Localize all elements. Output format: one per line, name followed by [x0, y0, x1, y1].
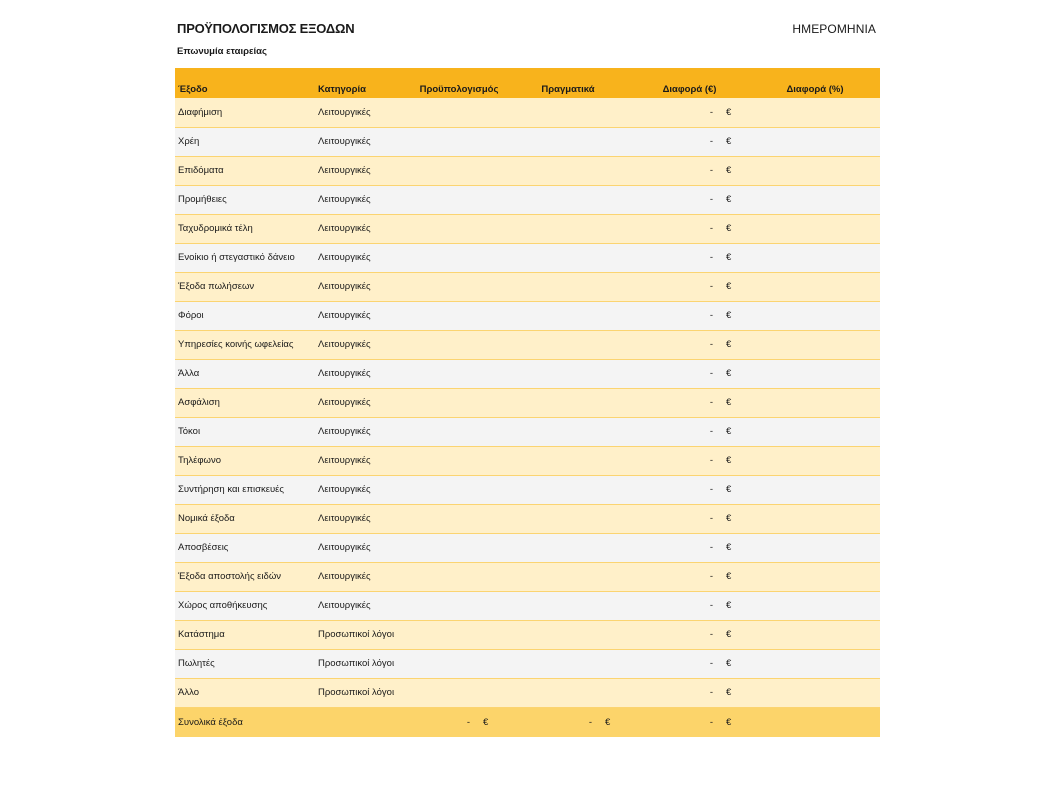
- budget-currency-cell: [477, 98, 507, 127]
- actual-cell[interactable]: [507, 678, 599, 707]
- diff-eur-currency: €: [726, 165, 732, 176]
- table-row: [175, 243, 880, 272]
- diff-eur-cell[interactable]: -: [709, 194, 713, 205]
- category-cell[interactable]: Προσωπικοί λόγοι: [318, 687, 395, 698]
- table-row: [175, 649, 880, 678]
- budget-cell[interactable]: [411, 446, 477, 475]
- category-cell[interactable]: Λειτουργικές: [318, 426, 371, 437]
- diff-eur-currency: €: [726, 223, 732, 234]
- diff-pct-cell[interactable]: [750, 98, 880, 127]
- column-header-expense[interactable]: Έξοδο: [178, 84, 208, 95]
- table-row: [175, 620, 880, 649]
- actual-cell[interactable]: [507, 330, 599, 359]
- column-header-diff-pct[interactable]: Διαφορά (%): [786, 84, 844, 95]
- table-row: [175, 272, 880, 301]
- diff-pct-cell[interactable]: [750, 533, 880, 562]
- diff-eur-cell[interactable]: -: [709, 281, 713, 292]
- table-header-row: [175, 68, 880, 98]
- budget-cell[interactable]: [411, 620, 477, 649]
- expense-cell[interactable]: Άλλα: [178, 368, 200, 379]
- actual-currency-cell: [599, 359, 629, 388]
- column-header-budget[interactable]: Προϋπολογισμός: [419, 84, 499, 95]
- diff-eur-cell[interactable]: -: [709, 455, 713, 466]
- totals-label[interactable]: Συνολικά έξοδα: [178, 716, 243, 728]
- column-header-actual[interactable]: Πραγματικά: [541, 84, 595, 95]
- expense-cell[interactable]: Κατάστημα: [178, 629, 225, 640]
- budget-cell[interactable]: [411, 388, 477, 417]
- diff-pct-cell[interactable]: [750, 214, 880, 243]
- diff-pct-cell[interactable]: [750, 272, 880, 301]
- diff-pct-cell[interactable]: [750, 127, 880, 156]
- budget-cell[interactable]: [411, 475, 477, 504]
- budget-cell[interactable]: [411, 301, 477, 330]
- totals-diff-currency: €: [726, 716, 732, 728]
- totals-row: [175, 707, 880, 737]
- category-cell[interactable]: Λειτουργικές: [318, 106, 371, 118]
- budget-cell[interactable]: [411, 156, 477, 185]
- budget-currency-cell: [477, 620, 507, 649]
- actual-cell[interactable]: [507, 649, 599, 678]
- table-row: [175, 417, 880, 446]
- company-name-label[interactable]: Επωνυμία εταιρείας: [177, 46, 267, 57]
- actual-currency-cell: [599, 185, 629, 214]
- actual-cell[interactable]: [507, 272, 599, 301]
- diff-eur-currency: €: [726, 397, 732, 408]
- expense-cell[interactable]: Ταχυδρομικά τέλη: [178, 223, 253, 234]
- category-cell[interactable]: Λειτουργικές: [318, 339, 371, 350]
- budget-cell[interactable]: [411, 127, 477, 156]
- category-cell[interactable]: Προσωπικοί λόγοι: [318, 658, 395, 669]
- budget-cell[interactable]: [411, 591, 477, 620]
- category-cell[interactable]: Λειτουργικές: [318, 252, 371, 263]
- expense-cell[interactable]: Ασφάλιση: [178, 397, 220, 408]
- budget-cell[interactable]: [411, 330, 477, 359]
- diff-eur-currency: €: [726, 484, 732, 495]
- table-row: [175, 678, 880, 707]
- totals-diff-pct-cell[interactable]: [750, 707, 880, 737]
- actual-cell[interactable]: [507, 562, 599, 591]
- actual-currency-cell: [599, 446, 629, 475]
- table-row: [175, 214, 880, 243]
- column-header-category[interactable]: Κατηγορία: [318, 84, 366, 95]
- category-cell[interactable]: Λειτουργικές: [318, 600, 371, 611]
- diff-eur-currency: €: [726, 600, 732, 611]
- category-cell[interactable]: Λειτουργικές: [318, 310, 371, 321]
- expense-cell[interactable]: Φόροι: [178, 310, 204, 321]
- expense-cell[interactable]: Αποσβέσεις: [178, 542, 229, 553]
- actual-cell[interactable]: [507, 388, 599, 417]
- table-row: [175, 359, 880, 388]
- category-cell[interactable]: Λειτουργικές: [318, 223, 371, 234]
- diff-pct-cell[interactable]: [750, 301, 880, 330]
- diff-pct-cell[interactable]: [750, 446, 880, 475]
- expense-cell[interactable]: Τηλέφωνο: [178, 455, 221, 466]
- diff-eur-cell[interactable]: -: [709, 252, 713, 263]
- actual-cell[interactable]: [507, 446, 599, 475]
- diff-eur-currency: €: [726, 426, 732, 437]
- diff-eur-currency: €: [726, 542, 732, 553]
- diff-eur-currency: €: [726, 629, 732, 640]
- totals-category-cell[interactable]: [315, 707, 411, 737]
- expense-cell[interactable]: Προμήθειες: [178, 194, 227, 205]
- budget-currency-cell: [477, 127, 507, 156]
- actual-currency-cell: [599, 678, 629, 707]
- diff-pct-cell[interactable]: [750, 330, 880, 359]
- table-row: [175, 156, 880, 185]
- diff-eur-currency: €: [726, 106, 732, 118]
- totals-budget-currency: €: [483, 716, 489, 728]
- table-row: [175, 185, 880, 214]
- diff-pct-cell[interactable]: [750, 475, 880, 504]
- date-label[interactable]: ΗΜΕΡΟΜΗΝΙΑ: [792, 22, 876, 36]
- actual-currency-cell: [599, 127, 629, 156]
- diff-pct-cell[interactable]: [750, 562, 880, 591]
- category-cell[interactable]: Λειτουργικές: [318, 397, 371, 408]
- diff-eur-cell[interactable]: -: [709, 310, 713, 321]
- actual-cell[interactable]: [507, 185, 599, 214]
- category-cell[interactable]: Λειτουργικές: [318, 136, 371, 147]
- category-cell[interactable]: Λειτουργικές: [318, 513, 371, 524]
- totals-actual-currency: €: [605, 716, 611, 728]
- diff-pct-cell[interactable]: [750, 620, 880, 649]
- actual-currency-cell: [599, 330, 629, 359]
- actual-cell[interactable]: [507, 620, 599, 649]
- actual-currency-cell: [599, 475, 629, 504]
- actual-currency-cell: [599, 504, 629, 533]
- diff-eur-currency: €: [726, 310, 732, 321]
- diff-pct-cell[interactable]: [750, 156, 880, 185]
- diff-pct-cell[interactable]: [750, 591, 880, 620]
- table-row: [175, 446, 880, 475]
- actual-currency-cell: [599, 301, 629, 330]
- diff-eur-cell[interactable]: -: [709, 658, 713, 669]
- diff-pct-cell[interactable]: [750, 388, 880, 417]
- diff-pct-cell[interactable]: [750, 243, 880, 272]
- budget-currency-cell: [477, 243, 507, 272]
- table-row: [175, 330, 880, 359]
- diff-eur-currency: €: [726, 571, 732, 582]
- diff-eur-currency: €: [726, 513, 732, 524]
- actual-currency-cell: [599, 388, 629, 417]
- budget-currency-cell: [477, 185, 507, 214]
- actual-cell[interactable]: [507, 504, 599, 533]
- diff-eur-cell[interactable]: -: [709, 339, 713, 350]
- expense-cell[interactable]: Τόκοι: [178, 426, 201, 437]
- actual-currency-cell: [599, 562, 629, 591]
- actual-currency-cell: [599, 649, 629, 678]
- budget-cell[interactable]: [411, 185, 477, 214]
- category-cell[interactable]: Προσωπικοί λόγοι: [318, 629, 395, 640]
- category-cell[interactable]: Λειτουργικές: [318, 571, 371, 582]
- table-row: [175, 127, 880, 156]
- budget-currency-cell: [477, 417, 507, 446]
- table-row: [175, 504, 880, 533]
- diff-eur-currency: €: [726, 136, 732, 147]
- budget-currency-cell: [477, 156, 507, 185]
- diff-eur-cell[interactable]: -: [709, 397, 713, 408]
- expense-cell[interactable]: Επιδόματα: [178, 165, 224, 176]
- totals-diff-dash[interactable]: -: [709, 716, 713, 728]
- budget-currency-cell: [477, 359, 507, 388]
- table-row: [175, 591, 880, 620]
- budget-cell[interactable]: [411, 272, 477, 301]
- expense-cell[interactable]: Ενοίκιο ή στεγαστικό δάνειο: [178, 252, 295, 263]
- diff-eur-cell[interactable]: -: [709, 136, 713, 147]
- budget-currency-cell: [477, 214, 507, 243]
- expense-cell[interactable]: Διαφήμιση: [178, 106, 223, 118]
- expense-cell[interactable]: Υπηρεσίες κοινής ωφελείας: [178, 339, 294, 350]
- diff-eur-cell[interactable]: -: [709, 629, 713, 640]
- diff-eur-cell[interactable]: -: [709, 600, 713, 611]
- actual-cell[interactable]: [507, 156, 599, 185]
- actual-cell[interactable]: [507, 127, 599, 156]
- budget-currency-cell: [477, 388, 507, 417]
- actual-currency-cell: [599, 417, 629, 446]
- diff-eur-cell[interactable]: -: [709, 223, 713, 234]
- totals-budget-dash[interactable]: -: [466, 716, 470, 728]
- diff-eur-cell[interactable]: -: [709, 484, 713, 495]
- column-header-diff-eur[interactable]: Διαφορά (€): [662, 84, 717, 95]
- actual-cell[interactable]: [507, 417, 599, 446]
- budget-cell[interactable]: [411, 504, 477, 533]
- diff-eur-cell[interactable]: -: [709, 106, 713, 118]
- table-row: [175, 98, 880, 127]
- category-cell[interactable]: Λειτουργικές: [318, 455, 371, 466]
- actual-currency-cell: [599, 98, 629, 127]
- actual-currency-cell: [599, 620, 629, 649]
- budget-cell[interactable]: [411, 678, 477, 707]
- diff-eur-cell[interactable]: -: [709, 513, 713, 524]
- actual-cell[interactable]: [507, 301, 599, 330]
- category-cell[interactable]: Λειτουργικές: [318, 368, 371, 379]
- budget-currency-cell: [477, 591, 507, 620]
- table-row: [175, 388, 880, 417]
- expense-cell[interactable]: Πωλητές: [178, 658, 215, 669]
- budget-cell[interactable]: [411, 649, 477, 678]
- actual-currency-cell: [599, 243, 629, 272]
- diff-eur-currency: €: [726, 281, 732, 292]
- budget-currency-cell: [477, 330, 507, 359]
- diff-pct-cell[interactable]: [750, 185, 880, 214]
- diff-eur-currency: €: [726, 194, 732, 205]
- actual-cell[interactable]: [507, 533, 599, 562]
- diff-pct-cell[interactable]: [750, 504, 880, 533]
- budget-cell[interactable]: [411, 98, 477, 127]
- diff-pct-cell[interactable]: [750, 649, 880, 678]
- budget-currency-cell: [477, 649, 507, 678]
- actual-cell[interactable]: [507, 591, 599, 620]
- budget-cell[interactable]: [411, 243, 477, 272]
- expense-cell[interactable]: Χώρος αποθήκευσης: [178, 600, 268, 611]
- diff-eur-currency: €: [726, 455, 732, 466]
- diff-eur-cell[interactable]: -: [709, 542, 713, 553]
- table-body: [175, 98, 880, 707]
- actual-currency-cell: [599, 214, 629, 243]
- actual-cell[interactable]: [507, 214, 599, 243]
- diff-eur-cell[interactable]: -: [709, 571, 713, 582]
- diff-eur-cell[interactable]: -: [709, 426, 713, 437]
- category-cell[interactable]: Λειτουργικές: [318, 484, 371, 495]
- expense-cell[interactable]: Άλλο: [178, 687, 199, 698]
- budget-currency-cell: [477, 533, 507, 562]
- actual-cell[interactable]: [507, 98, 599, 127]
- expense-cell[interactable]: Έξοδα πωλήσεων: [178, 281, 255, 292]
- table-row: [175, 562, 880, 591]
- diff-eur-currency: €: [726, 687, 732, 698]
- budget-cell[interactable]: [411, 562, 477, 591]
- expense-cell[interactable]: Χρέη: [178, 136, 200, 147]
- totals-actual-dash[interactable]: -: [588, 716, 592, 728]
- actual-currency-cell: [599, 533, 629, 562]
- diff-eur-cell[interactable]: -: [709, 687, 713, 698]
- budget-currency-cell: [477, 504, 507, 533]
- actual-cell[interactable]: [507, 243, 599, 272]
- diff-eur-currency: €: [726, 339, 732, 350]
- budget-cell[interactable]: [411, 417, 477, 446]
- expense-cell[interactable]: Έξοδα αποστολής ειδών: [178, 571, 281, 582]
- table-row: [175, 533, 880, 562]
- diff-pct-cell[interactable]: [750, 678, 880, 707]
- actual-cell[interactable]: [507, 475, 599, 504]
- budget-currency-cell: [477, 475, 507, 504]
- page-title: ΠΡΟΫΠΟΛΟΓΙΣΜΟΣ ΕΞΟΔΩΝ: [177, 21, 355, 36]
- diff-eur-cell[interactable]: -: [709, 165, 713, 176]
- budget-cell[interactable]: [411, 359, 477, 388]
- budget-currency-cell: [477, 446, 507, 475]
- diff-eur-currency: €: [726, 368, 732, 379]
- actual-currency-cell: [599, 156, 629, 185]
- budget-currency-cell: [477, 301, 507, 330]
- diff-pct-cell[interactable]: [750, 417, 880, 446]
- expense-cell[interactable]: Συντήρηση και επισκευές: [178, 484, 284, 495]
- expense-cell[interactable]: Νομικά έξοδα: [178, 513, 235, 524]
- actual-currency-cell: [599, 272, 629, 301]
- category-cell[interactable]: Λειτουργικές: [318, 542, 371, 553]
- diff-eur-currency: €: [726, 252, 732, 263]
- diff-eur-cell[interactable]: -: [709, 368, 713, 379]
- budget-cell[interactable]: [411, 533, 477, 562]
- table-row: [175, 301, 880, 330]
- category-cell[interactable]: Λειτουργικές: [318, 194, 371, 205]
- actual-cell[interactable]: [507, 359, 599, 388]
- table-row: [175, 475, 880, 504]
- budget-cell[interactable]: [411, 214, 477, 243]
- diff-pct-cell[interactable]: [750, 359, 880, 388]
- category-cell[interactable]: Λειτουργικές: [318, 281, 371, 292]
- category-cell[interactable]: Λειτουργικές: [318, 165, 371, 176]
- diff-eur-currency: €: [726, 658, 732, 669]
- expense-budget-table: [175, 68, 880, 737]
- budget-currency-cell: [477, 678, 507, 707]
- actual-currency-cell: [599, 591, 629, 620]
- budget-currency-cell: [477, 562, 507, 591]
- budget-currency-cell: [477, 272, 507, 301]
